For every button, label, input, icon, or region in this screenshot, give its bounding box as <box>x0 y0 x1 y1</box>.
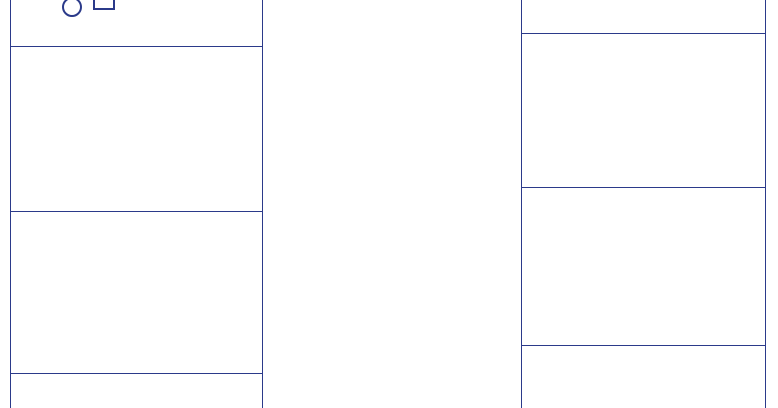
april-top-line <box>521 187 765 188</box>
march-top-line <box>521 33 765 34</box>
may-top-line <box>521 345 765 346</box>
left-border <box>10 0 11 408</box>
oct-top-line <box>10 211 262 212</box>
sept-top-line <box>10 46 262 47</box>
nov-top-line <box>10 373 262 374</box>
left-column-divider <box>262 0 263 408</box>
marker-square <box>93 0 115 10</box>
marker-circle <box>62 0 82 17</box>
right-column-divider <box>521 0 522 408</box>
right-border <box>765 0 766 408</box>
